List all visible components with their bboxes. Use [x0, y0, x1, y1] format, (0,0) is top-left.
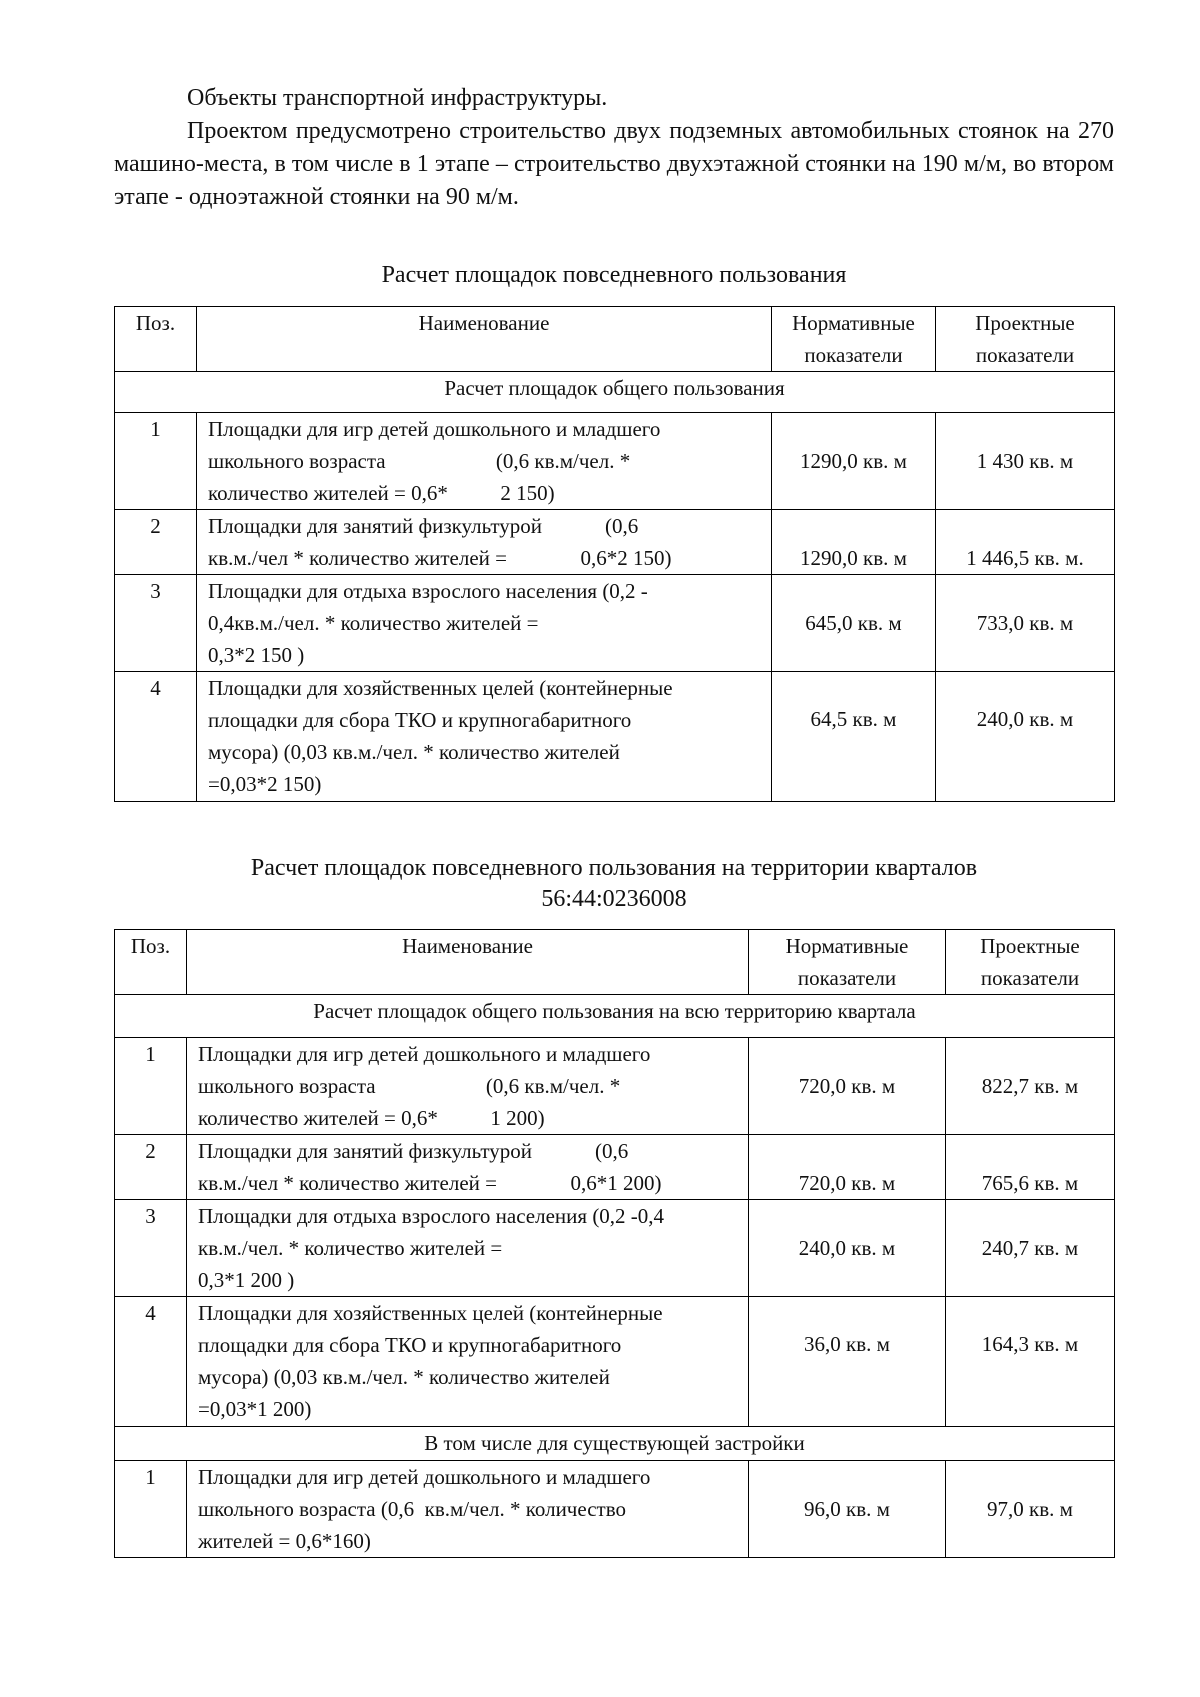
- row-pos: 2: [115, 1135, 187, 1200]
- name-line: мусора) (0,03 кв.м./чел. * количество жителей: [198, 1365, 610, 1389]
- name-line: Площадки для игр детей дошкольного и младшего: [208, 417, 661, 441]
- name-line: Площадки для хозяйственных целей (контейнерные: [208, 676, 673, 700]
- row-proj: 1 430 кв. м: [936, 413, 1115, 510]
- row-norm: 96,0 кв. м: [749, 1461, 946, 1558]
- header-norm-line1: Нормативные: [792, 311, 915, 335]
- header-pos: Поз.: [115, 930, 187, 995]
- row-norm: 64,5 кв. м: [772, 672, 936, 802]
- row-pos: 2: [115, 510, 197, 575]
- header-norm-line2: показатели: [804, 343, 903, 367]
- name-line: 0,4кв.м./чел. * количество жителей =: [208, 611, 539, 635]
- name-line: количество жителей = 0,6* 1 200): [198, 1106, 545, 1130]
- name-line: Площадки для отдыха взрослого населения (0,2 -0,4: [198, 1204, 665, 1228]
- name-line: школьного возраста (0,6 кв.м/чел. *: [198, 1074, 621, 1098]
- name-line: школьного возраста (0,6 кв.м/чел. * количество: [198, 1497, 626, 1521]
- name-line: жителей = 0,6*160): [198, 1529, 371, 1553]
- name-line: 0,3*2 150 ): [208, 643, 305, 667]
- table2-section-row-2: [115, 1427, 1115, 1461]
- header-norm: [749, 930, 946, 995]
- row-norm: 36,0 кв. м: [749, 1297, 946, 1427]
- name-line: мусора) (0,03 кв.м./чел. * количество жителей: [208, 740, 620, 764]
- row-proj: 240,7 кв. м: [946, 1200, 1115, 1297]
- name-line: школьного возраста (0,6 кв.м/чел. *: [208, 449, 631, 473]
- row-name: [187, 1038, 749, 1135]
- table-row: [115, 1135, 1115, 1200]
- table-row: [115, 413, 1115, 510]
- row-proj: 1 446,5 кв. м.: [936, 510, 1115, 575]
- name-line: Площадки для игр детей дошкольного и младшего: [198, 1042, 651, 1066]
- table1-section-row: [115, 372, 1115, 413]
- row-name: [197, 575, 772, 672]
- table2-caption: [114, 853, 1114, 915]
- row-name: [187, 1461, 749, 1558]
- name-line: =0,03*2 150): [208, 772, 322, 796]
- header-name: Наименование: [197, 307, 772, 372]
- name-line: количество жителей = 0,6* 2 150): [208, 481, 555, 505]
- name-line: Площадки для занятий физкультурой (0,6: [198, 1139, 629, 1163]
- row-pos: 1: [115, 1461, 187, 1558]
- row-name: [197, 413, 772, 510]
- row-name: [187, 1135, 749, 1200]
- row-norm: 720,0 кв. м: [749, 1135, 946, 1200]
- table-row: [115, 1297, 1115, 1427]
- header-proj-line1: Проектные: [980, 934, 1080, 958]
- name-line: кв.м./чел * количество жителей = 0,6*2 150): [208, 546, 672, 570]
- header-proj: [936, 307, 1115, 372]
- intro-block: [114, 82, 1114, 214]
- table2-caption-line1: Расчет площадок повседневного пользования на территории кварталов: [250, 855, 978, 881]
- row-pos: 1: [115, 413, 197, 510]
- name-line: Площадки для игр детей дошкольного и младшего: [198, 1465, 651, 1489]
- row-norm: 645,0 кв. м: [772, 575, 936, 672]
- row-norm: 720,0 кв. м: [749, 1038, 946, 1135]
- table2-section-row: [115, 995, 1115, 1038]
- row-pos: 4: [115, 1297, 187, 1427]
- table-row: [115, 1200, 1115, 1297]
- row-pos: 3: [115, 1200, 187, 1297]
- intro-heading: Объекты транспортной инфраструктуры.: [187, 85, 608, 111]
- name-line: кв.м./чел. * количество жителей =: [198, 1236, 503, 1260]
- row-norm: 1290,0 кв. м: [772, 413, 936, 510]
- row-proj: 733,0 кв. м: [936, 575, 1115, 672]
- header-name: Наименование: [187, 930, 749, 995]
- name-line: Площадки для хозяйственных целей (контейнерные: [198, 1301, 663, 1325]
- name-line: Площадки для отдыха взрослого населения (0,2 -: [208, 579, 648, 603]
- name-line: 0,3*1 200 ): [198, 1268, 295, 1292]
- row-pos: 3: [115, 575, 197, 672]
- row-proj: 765,6 кв. м: [946, 1135, 1115, 1200]
- row-name: [187, 1297, 749, 1427]
- row-pos: 1: [115, 1038, 187, 1135]
- table-row: [115, 1461, 1115, 1558]
- header-norm: [772, 307, 936, 372]
- row-proj: 97,0 кв. м: [946, 1461, 1115, 1558]
- table2-caption-line2: 56:44:0236008: [541, 886, 687, 912]
- intro-paragraph: Проектом предусмотрено строительство двух подземных автомобильных стоянок на 270 машино-места, в том числе в 1 этапе – строительство двухэтажной стоянки на 190 м/м, во втором этапе - одноэтажной стоянки на 90 м/м.: [114, 118, 1114, 210]
- table-row: [115, 510, 1115, 575]
- row-name: [197, 672, 772, 802]
- row-proj: 822,7 кв. м: [946, 1038, 1115, 1135]
- table-row: [115, 575, 1115, 672]
- row-proj: 240,0 кв. м: [936, 672, 1115, 802]
- name-line: площадки для сбора ТКО и крупногабаритного: [208, 708, 632, 732]
- header-norm-line2: показатели: [797, 966, 897, 990]
- row-name: [197, 510, 772, 575]
- name-line: Площадки для занятий физкультурой (0,6: [208, 514, 639, 538]
- table1-header-row: [115, 307, 1115, 372]
- header-proj: [946, 930, 1115, 995]
- header-proj-line1: Проектные: [975, 311, 1075, 335]
- header-pos: Поз.: [115, 307, 197, 372]
- row-name: [187, 1200, 749, 1297]
- table2-header-row: [115, 930, 1115, 995]
- name-line: кв.м./чел * количество жителей = 0,6*1 200): [198, 1171, 662, 1195]
- section-title: В том числе для существующей застройки: [115, 1427, 1115, 1461]
- table-row: [115, 1038, 1115, 1135]
- row-norm: 1290,0 кв. м: [772, 510, 936, 575]
- table1: [114, 306, 1115, 802]
- row-norm: 240,0 кв. м: [749, 1200, 946, 1297]
- table1-caption: Расчет площадок повседневного пользования: [381, 262, 847, 288]
- table2: [114, 929, 1115, 1558]
- row-proj: 164,3 кв. м: [946, 1297, 1115, 1427]
- name-line: =0,03*1 200): [198, 1397, 312, 1421]
- header-proj-line2: показатели: [980, 966, 1080, 990]
- row-pos: 4: [115, 672, 197, 802]
- header-norm-line1: Нормативные: [785, 934, 909, 958]
- header-proj-line2: показатели: [975, 343, 1075, 367]
- table-row: [115, 672, 1115, 802]
- name-line: площадки для сбора ТКО и крупногабаритного: [198, 1333, 622, 1357]
- section-title: Расчет площадок общего пользования на всю территорию квартала: [115, 995, 1115, 1038]
- section-title: Расчет площадок общего пользования: [115, 372, 1115, 413]
